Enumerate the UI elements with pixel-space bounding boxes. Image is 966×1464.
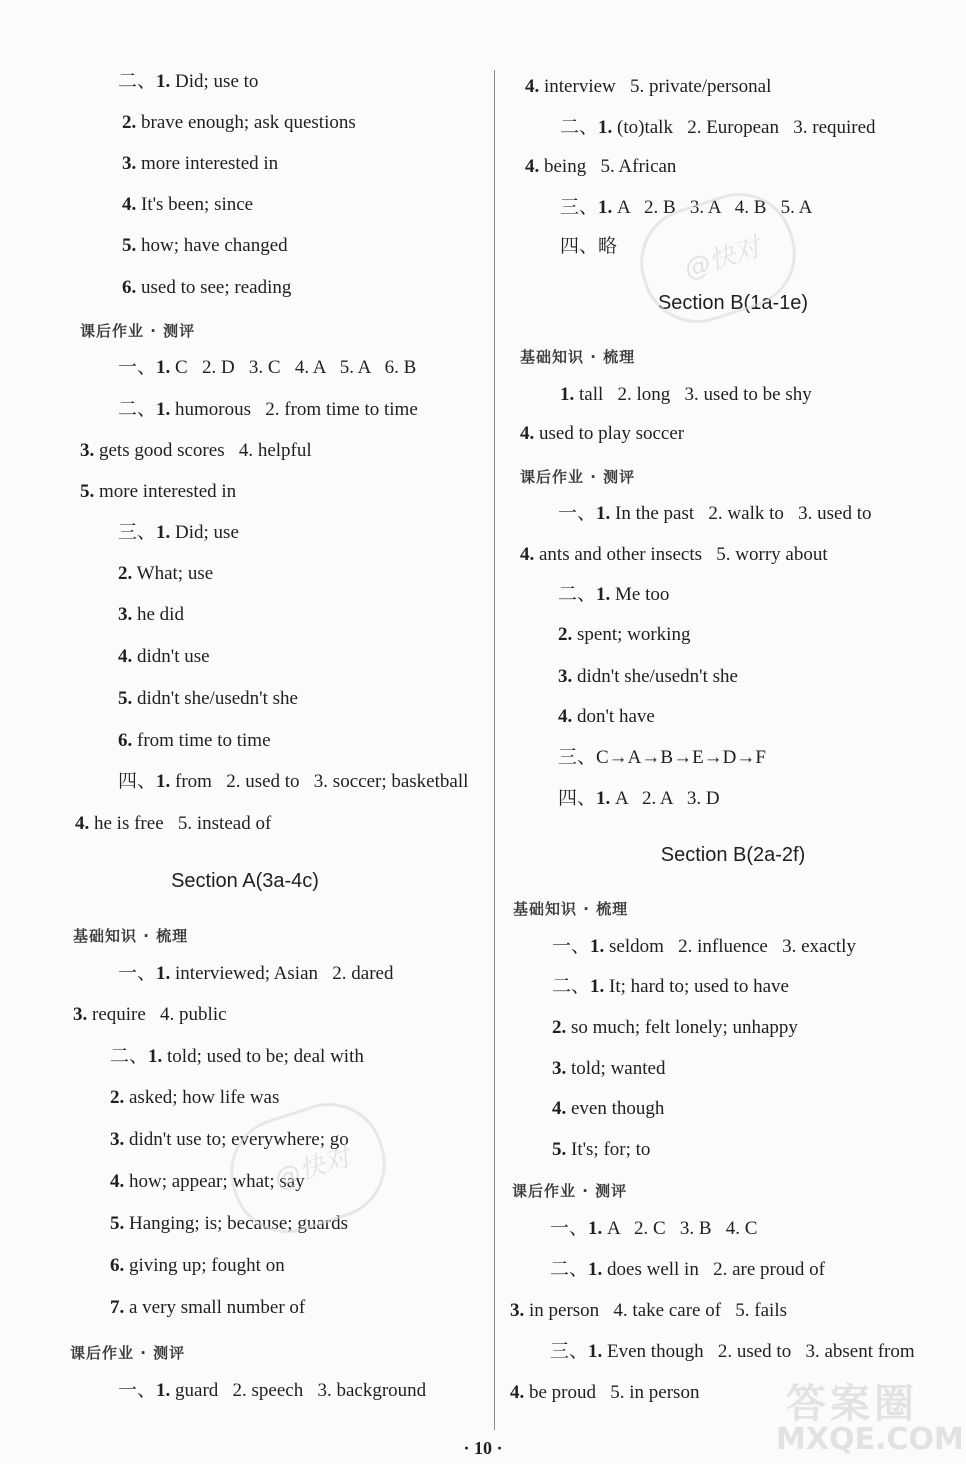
subsection-label: 课后作业 · 测评 (80, 322, 196, 340)
answer-line (118, 1381, 426, 1400)
answer-number: 3. (73, 1004, 88, 1025)
answer-prefix: 四、略 (560, 236, 618, 257)
answer-text: interviewed; Asian 2. dared (170, 963, 394, 984)
watermark-line1: 答案圈 (786, 1381, 918, 1427)
answer-text: being 5. African (539, 156, 677, 177)
answer-number: 3. (110, 1129, 125, 1150)
answer-number: 1. (148, 1046, 163, 1067)
answer-line (80, 482, 236, 501)
answer-text: more interested in (94, 481, 237, 502)
answer-number: 4. (552, 1098, 567, 1119)
answer-text: told; used to be; deal with (162, 1046, 364, 1067)
answer-number: 3. (122, 153, 137, 174)
answer-text: he did (132, 604, 184, 625)
subsection-label: 基础知识 · 梳理 (520, 348, 636, 366)
answer-line (520, 424, 684, 443)
answer-line (122, 113, 356, 132)
answer-line (118, 689, 298, 708)
answer-line (118, 964, 393, 983)
answer-prefix: 一、 (550, 1218, 589, 1239)
answer-text: seldom 2. influence 3. exactly (604, 936, 856, 957)
subsection-label: 基础知识 · 梳理 (73, 927, 189, 945)
answer-number: 5. (80, 481, 95, 502)
answer-prefix: 一、 (118, 963, 157, 984)
answer-text: Me too (610, 584, 670, 605)
answer-prefix: 一、 (558, 503, 597, 524)
answer-prefix: 四、 (558, 788, 597, 809)
answer-line (118, 647, 210, 666)
answer-prefix: 二、 (560, 117, 599, 138)
answer-number: 1. (596, 584, 611, 605)
answer-number: 5. (118, 688, 133, 709)
answer-number: 6. (118, 730, 133, 751)
answer-text: how; have changed (136, 235, 288, 256)
answer-text: giving up; fought on (124, 1255, 285, 1276)
answer-text: A 2. A 3. D (610, 788, 720, 809)
watermark-line2: MXQE.COM (776, 1422, 964, 1457)
answer-number: 4. (118, 646, 133, 667)
answer-text: didn't she/usedn't she (572, 666, 738, 687)
answer-text: a very small number of (124, 1297, 306, 1318)
answer-number: 1. (156, 399, 171, 420)
answer-number: 4. (525, 156, 540, 177)
answer-number: 3. (558, 666, 573, 687)
answer-number: 1. (598, 117, 613, 138)
answer-prefix: 三、 (550, 1341, 589, 1362)
answer-number: 1. (156, 71, 171, 92)
page-number: · 10 · (463, 1438, 503, 1458)
answer-line (560, 237, 617, 256)
answer-number: 1. (560, 384, 575, 405)
answer-number: 1. (596, 503, 611, 524)
answer-text: used to see; reading (136, 277, 292, 298)
answer-number: 2. (558, 624, 573, 645)
answer-line (118, 564, 213, 583)
answer-line (118, 523, 239, 542)
answer-line (118, 400, 418, 419)
answer-line (552, 977, 789, 996)
subsection-label: 课后作业 · 测评 (512, 1182, 628, 1200)
answer-prefix: 二、 (550, 1259, 589, 1280)
answer-text: It's been; since (136, 194, 254, 215)
answer-number: 1. (590, 976, 605, 997)
answer-line (110, 1088, 279, 1107)
answer-text: Hanging; is; because; guards (124, 1213, 348, 1234)
answer-text: does well in 2. are proud of (602, 1259, 825, 1280)
section-heading: Section B(1a-1e) (657, 292, 809, 314)
answer-text: C 2. D 3. C 4. A 5. A 6. B (170, 357, 417, 378)
answer-line (552, 1099, 664, 1118)
answer-line (558, 789, 720, 808)
answer-number: 5. (110, 1213, 125, 1234)
answer-text: humorous 2. from time to time (170, 399, 418, 420)
answer-number: 4. (520, 423, 535, 444)
answer-text: (to)talk 2. European 3. required (612, 117, 876, 138)
answer-number: 2. (110, 1087, 125, 1108)
answer-text: Even though 2. used to 3. absent from (602, 1341, 915, 1362)
answer-line (552, 1059, 665, 1078)
answer-line (558, 585, 669, 604)
answer-number: 2. (552, 1017, 567, 1038)
answer-number: 4. (110, 1171, 125, 1192)
answer-line (558, 504, 871, 523)
answer-text: didn't use to; everywhere; go (124, 1129, 349, 1150)
answer-line (510, 1301, 787, 1320)
answer-line (118, 731, 271, 750)
answer-prefix: 三、C→A→B→E→D→F (558, 747, 766, 768)
answer-line (558, 625, 690, 644)
answer-number: 1. (596, 788, 611, 809)
answer-text: he is free 5. instead of (89, 813, 272, 834)
section-heading: Section A(3a-4c) (171, 870, 319, 892)
answer-text: It; hard to; used to have (604, 976, 789, 997)
answer-text: ants and other insects 5. worry about (534, 544, 828, 565)
answer-number: 6. (110, 1255, 125, 1276)
answer-text: It's; for; to (566, 1139, 651, 1160)
answer-number: 4. (558, 706, 573, 727)
subsection-label: 课后作业 · 测评 (520, 468, 636, 486)
answer-number: 7. (110, 1297, 125, 1318)
answer-text: more interested in (136, 153, 279, 174)
answer-line (550, 1260, 825, 1279)
answer-number: 3. (510, 1300, 525, 1321)
answer-text: don't have (572, 706, 655, 727)
answer-number: 2. (122, 112, 137, 133)
answer-prefix: 二、 (110, 1046, 149, 1067)
answer-number: 4. (525, 76, 540, 97)
answer-text: be proud 5. in person (524, 1382, 700, 1403)
answer-number: 6. (122, 277, 137, 298)
answer-text: in person 4. take care of 5. fails (524, 1300, 787, 1321)
answer-text: What; use (132, 563, 214, 584)
answer-text: A 2. C 3. B 4. C (602, 1218, 758, 1239)
answer-line (110, 1047, 364, 1066)
answer-line (73, 1005, 227, 1024)
answer-text: gets good scores 4. helpful (94, 440, 312, 461)
answer-line (560, 118, 876, 137)
section-heading: Section B(2a-2f) (660, 844, 806, 866)
answer-number: 1. (588, 1218, 603, 1239)
answer-line (122, 195, 253, 214)
answer-line (525, 77, 771, 96)
answer-prefix: 二、 (118, 71, 157, 92)
answer-text: told; wanted (566, 1058, 666, 1079)
answer-number: 3. (552, 1058, 567, 1079)
answer-number: 1. (588, 1259, 603, 1280)
answer-line (118, 605, 184, 624)
answer-prefix: 三、 (560, 197, 599, 218)
answer-line (118, 358, 416, 377)
answer-prefix: 三、 (118, 522, 157, 543)
answer-line (122, 278, 291, 297)
answer-text: so much; felt lonely; unhappy (566, 1017, 798, 1038)
answer-text: spent; working (572, 624, 691, 645)
answer-text: In the past 2. walk to 3. used to (610, 503, 872, 524)
answer-number: 2. (118, 563, 133, 584)
answer-line (122, 154, 278, 173)
answer-line (558, 707, 655, 726)
answer-text: tall 2. long 3. used to be shy (574, 384, 812, 405)
answer-prefix: 二、 (552, 976, 591, 997)
stamp-text: @快对 (680, 232, 765, 285)
answer-line (560, 385, 812, 404)
answer-number: 3. (118, 604, 133, 625)
answer-line (558, 667, 738, 686)
answer-prefix: 四、 (118, 771, 157, 792)
answer-line (118, 772, 468, 791)
answer-line (122, 236, 288, 255)
answer-text: used to play soccer (534, 423, 685, 444)
answer-text: A 2. B 3. A 4. B 5. A (612, 197, 813, 218)
answer-text: guard 2. speech 3. background (170, 1380, 427, 1401)
stamp-text: @快对 (270, 1142, 355, 1195)
answer-number: 4. (122, 194, 137, 215)
answer-text: asked; how life was (124, 1087, 280, 1108)
answer-text: brave enough; ask questions (136, 112, 356, 133)
answer-number: 1. (156, 1380, 171, 1401)
answer-text: even though (566, 1098, 665, 1119)
answer-line (110, 1298, 305, 1317)
answer-line (118, 72, 258, 91)
answer-prefix: 二、 (118, 399, 157, 420)
answer-line (550, 1342, 915, 1361)
answer-text: didn't she/usedn't she (132, 688, 298, 709)
answer-line (550, 1219, 757, 1238)
answer-prefix: 一、 (118, 1380, 157, 1401)
answer-prefix: 二、 (558, 584, 597, 605)
answer-number: 1. (588, 1341, 603, 1362)
subsection-label: 基础知识 · 梳理 (513, 900, 629, 918)
answer-number: 1. (156, 963, 171, 984)
answer-line (558, 748, 766, 767)
answer-text: interview 5. private/personal (539, 76, 772, 97)
answer-text: Did; use to (170, 71, 259, 92)
answer-number: 1. (156, 357, 171, 378)
answer-number: 4. (510, 1382, 525, 1403)
column-divider (494, 70, 495, 1430)
answer-line (552, 1140, 650, 1159)
answer-line (520, 545, 828, 564)
answer-text: from time to time (132, 730, 271, 751)
answer-number: 3. (80, 440, 95, 461)
answer-prefix: 一、 (552, 936, 591, 957)
answer-text: from 2. used to 3. soccer; basketball (170, 771, 469, 792)
answer-line (525, 157, 676, 176)
answer-text: Did; use (170, 522, 239, 543)
answer-number: 1. (590, 936, 605, 957)
answer-number: 5. (552, 1139, 567, 1160)
answer-line (510, 1383, 699, 1402)
answer-text: didn't use (132, 646, 210, 667)
answer-line (80, 441, 312, 460)
answer-text: require 4. public (87, 1004, 227, 1025)
answer-number: 1. (598, 197, 613, 218)
subsection-label: 课后作业 · 测评 (70, 1344, 186, 1362)
answer-number: 4. (520, 544, 535, 565)
answer-line (552, 1018, 798, 1037)
answer-line (75, 814, 271, 833)
answer-line (552, 937, 856, 956)
answer-text: how; appear; what; say (124, 1171, 305, 1192)
answer-line (110, 1256, 285, 1275)
answer-number: 1. (156, 771, 171, 792)
answer-number: 1. (156, 522, 171, 543)
answer-prefix: 一、 (118, 357, 157, 378)
answer-number: 5. (122, 235, 137, 256)
answer-number: 4. (75, 813, 90, 834)
